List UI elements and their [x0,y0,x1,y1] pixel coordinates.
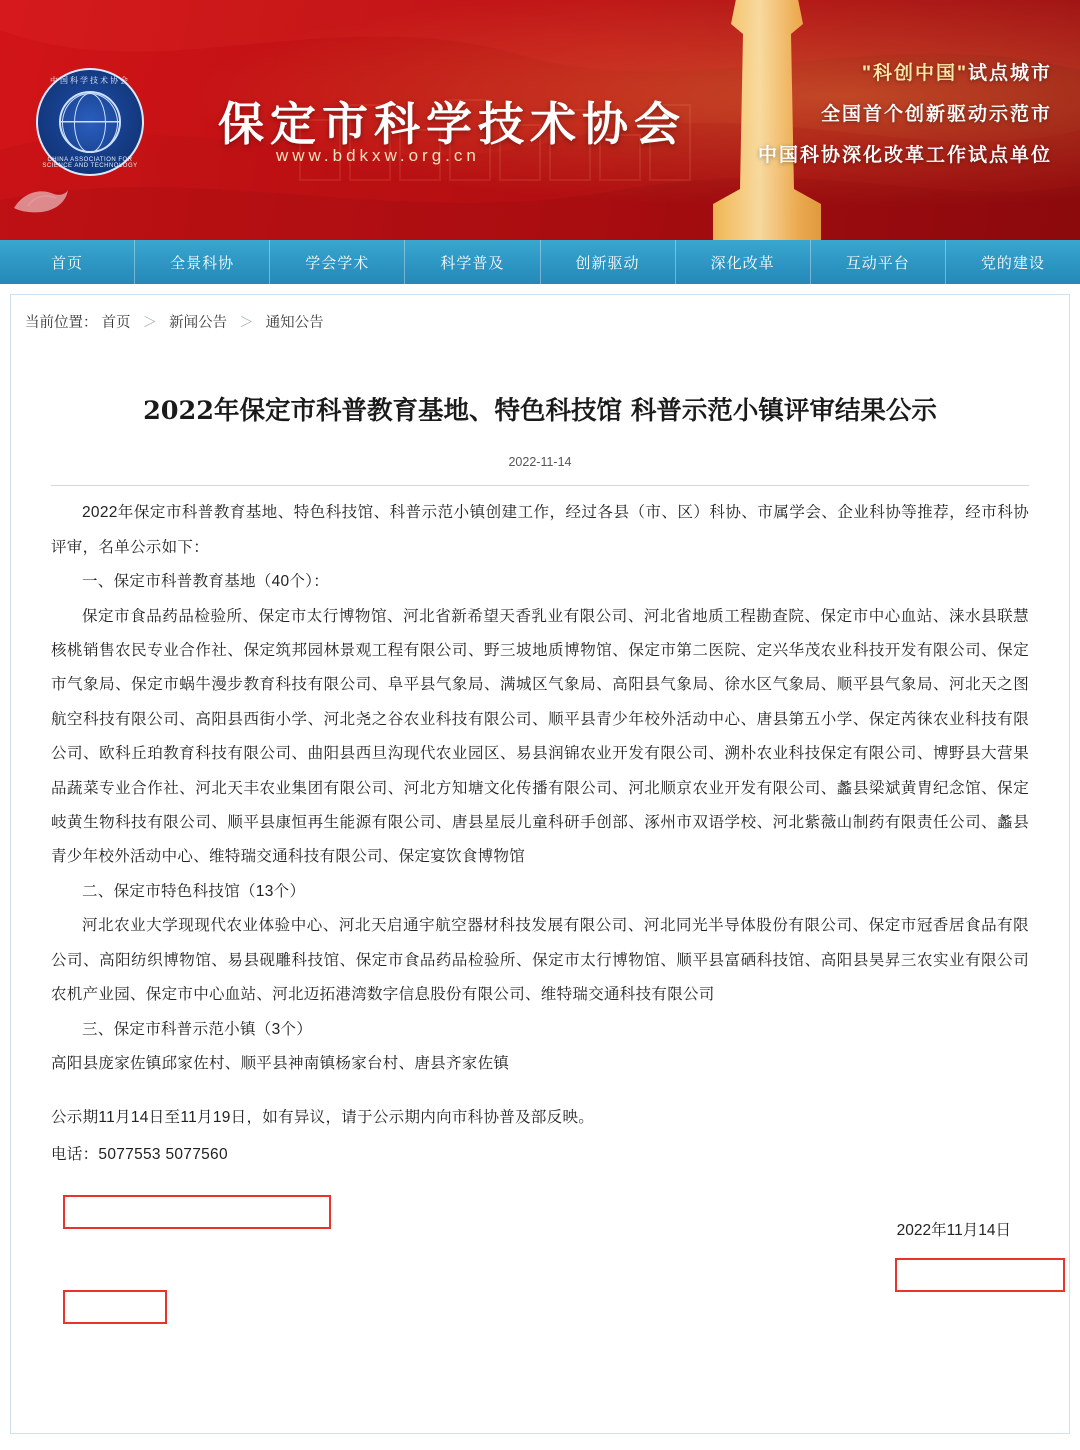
breadcrumb-item-notice[interactable]: 通知公告 [265,315,324,331]
site-title: 保定市科学技术协会 [218,98,686,150]
section-2-heading: 二、保定市特色科技馆（13个） [82,882,306,900]
cast-logo-text [36,68,144,176]
section-2-list: 河北农业大学现现代农业体验中心、河北天启通宇航空器材科技发展有限公司、河北同光半导体股份有限公司、保定市冠香居食品有限公司、高阳纺织博物馆、易县砚雕科技馆、保定市食品药品检验所、保定市太行博物馆、顺平县富硒科技馆、高阳县昊昇三农实业有限公司农机产业园、保定市中心血站、河北迈拓港湾数字信息股份有限公司、维特瑞交通科技有限公司 [51,917,1029,1004]
article [51,364,1029,1278]
section-3-heading: 三、保定市科普示范小镇（3个） [82,1020,313,1038]
nav-item-interaction[interactable]: 互动平台 [811,240,946,284]
page-title: 2022年保定市科普教育基地、特色科技馆 科普示范小镇评审结果公示 [143,396,937,427]
banner-slogan-2: 全国首个创新驱动示范市 [820,104,1052,125]
nav-item-home[interactable]: 首页 [0,240,135,284]
notice-period: 公示期11月14日至11月19日，如有异议，请于公示期内向市科协普及部反映。 [51,1109,595,1127]
publish-date: 2022-11-14 [508,455,572,470]
title-divider [51,485,1029,486]
nav-item-innovation[interactable]: 创新驱动 [541,240,676,284]
breadcrumb [11,295,1069,347]
section-1-heading: 一、保定市科普教育基地（40个）： [82,573,330,591]
breadcrumb-separator-2: ＞ [239,315,254,331]
cast-logo-bottom-text: CHINA ASSOCIATION FOR SCIENCE AND TECHNOLOGY [42,157,138,169]
article-intro: 2022年保定市科普教育基地、特色科技馆、科普示范小镇创建工作，经过各县（市、区）科协、市属学会、企业科协等推荐，经市科协评审，名单公示如下： [51,504,1029,556]
nav-item-panorama[interactable]: 全景科协 [135,240,270,284]
breadcrumb-prefix: 当前位置： [25,315,98,331]
site-url: www.bdkxw.org.cn [276,146,480,165]
dove-icon [10,182,70,222]
nav-item-party-building[interactable]: 党的建设 [980,254,1045,272]
nav-item-science-popularization[interactable]: 科学普及 [405,240,540,284]
nav-item-academic[interactable]: 学会学术 [270,240,405,284]
section-1-list: 保定市食品药品检验所、保定市太行博物馆、河北省新希望天香乳业有限公司、河北省地质工程勘查院、保定市中心血站、涞水县联慧核桃销售农民专业合作社、保定筑邦园林景观工程有限公司、野三坡地质博物馆、保定市第二医院、定兴华茂农业科技开发有限公司、保定市气象局、保定市蜗牛漫步教育科技有限公司、阜平县气象局、满城区气象局、高阳县气象局、徐水区气象局、顺平县气象局、河北天之图航空科技有限公司、高阳县西街小学、河北尧之谷农业科技有限公司、顺平县青少年校外活动中心、唐县第五小学、保定芮徕农业科技有限公司、欧科丘珀教育科技有限公司、曲阳县西旦沟现代农业园区、易县润锦农业开发有限公司、溯朴农业科技保定有限公司、博野县大营果品蔬菜专业合作社、河北天丰农业集团有限公司、河北方知塘文化传播有限公司、河北顺京农业开发有限公司、蠡县梁斌黄胄纪念馆、保定岐黄生物科技有限公司、顺平县康恒再生能源有限公司、唐县星辰儿童科研手创部、涿州市双语学校、河北紫薇山制药有限责任公司、蠡县青少年校外活动中心、维特瑞交通科技有限公司、保定宴饮食博物馆 [51,607,1029,866]
banner-slogans [758,58,1052,181]
content-panel [10,294,1070,1434]
breadcrumb-item-news[interactable]: 新闻公告 [169,315,228,331]
article-body [51,496,1029,1172]
annotation-box-company-part-2 [63,1290,167,1324]
banner-slogan-3: 中国科协深化改革工作试点单位 [757,145,1052,166]
main-navigation[interactable] [0,240,1080,284]
contact-phone: 电话：5077553 5077560 [51,1145,228,1163]
breadcrumb-item-home[interactable]: 首页 [101,315,131,331]
signature-date: 2022年11月14日 [896,1222,1011,1240]
section-3-list: 高阳县庞家佐镇邱家佐村、顺平县神南镇杨家台村、唐县齐家佐镇 [51,1054,510,1072]
site-banner [0,0,1080,240]
body-spacer [51,1081,1029,1101]
breadcrumb-separator-1: ＞ [142,315,158,331]
banner-slogan-1: "科创中国"试点城市 [861,63,1052,84]
cast-logo-top-text: 中国科学技术协会 [50,76,130,85]
nav-item-reform[interactable]: 深化改革 [676,240,811,284]
